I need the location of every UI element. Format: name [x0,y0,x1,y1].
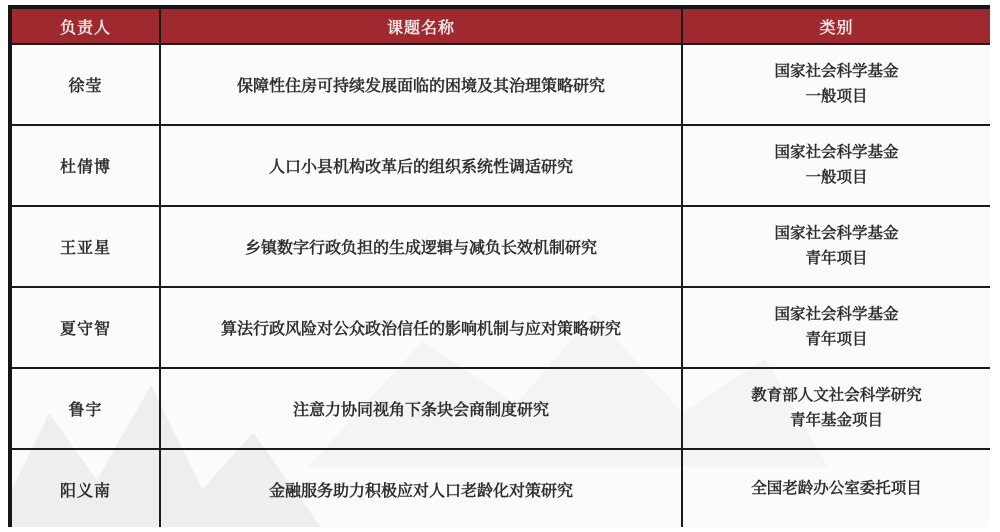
category-line: 全国老龄办公室委托项目 [751,479,922,497]
category-line: 国家社会科学基金 [774,225,899,243]
category-line: 青年项目 [805,249,868,267]
category-cell [682,287,990,368]
header-leader: 负责人 [10,7,160,44]
title-cell: 金融服务助力积极应对人口老龄化对策研究 [160,449,682,527]
leader-cell: 杜倩博 [10,125,160,206]
header-row [10,7,990,44]
category-cell [682,44,990,125]
table-row [10,44,990,125]
category-line: 国家社会科学基金 [774,144,899,162]
table-row [10,368,990,449]
category-line: 国家社会科学基金 [774,306,899,324]
category-cell [682,449,990,527]
category-line: 国家社会科学基金 [774,63,899,81]
category-cell [682,125,990,206]
table-body [10,44,990,527]
projects-table [8,5,990,527]
projects-table-container [8,5,990,527]
header-title: 课题名称 [160,7,682,44]
leader-cell: 徐莹 [10,44,160,125]
table-header [10,7,990,44]
table-row [10,206,990,287]
leader-cell: 夏守智 [10,287,160,368]
title-cell: 保障性住房可持续发展面临的困境及其治理策略研究 [160,44,682,125]
table-row [10,449,990,527]
category-line: 教育部人文社会科学研究 [751,387,922,405]
header-category: 类别 [682,7,990,44]
title-cell: 注意力协同视角下条块会商制度研究 [160,368,682,449]
leader-cell: 阳义南 [10,449,160,527]
category-line: 一般项目 [805,168,868,186]
category-line: 青年基金项目 [789,411,883,429]
category-cell [682,206,990,287]
title-cell: 人口小县机构改革后的组织系统性调适研究 [160,125,682,206]
table-row [10,125,990,206]
category-line: 一般项目 [805,87,868,105]
category-cell [682,368,990,449]
leader-cell: 王亚星 [10,206,160,287]
category-line: 青年项目 [805,330,868,348]
title-cell: 算法行政风险对公众政治信任的影响机制与应对策略研究 [160,287,682,368]
table-row [10,287,990,368]
leader-cell: 鲁宇 [10,368,160,449]
title-cell: 乡镇数字行政负担的生成逻辑与减负长效机制研究 [160,206,682,287]
